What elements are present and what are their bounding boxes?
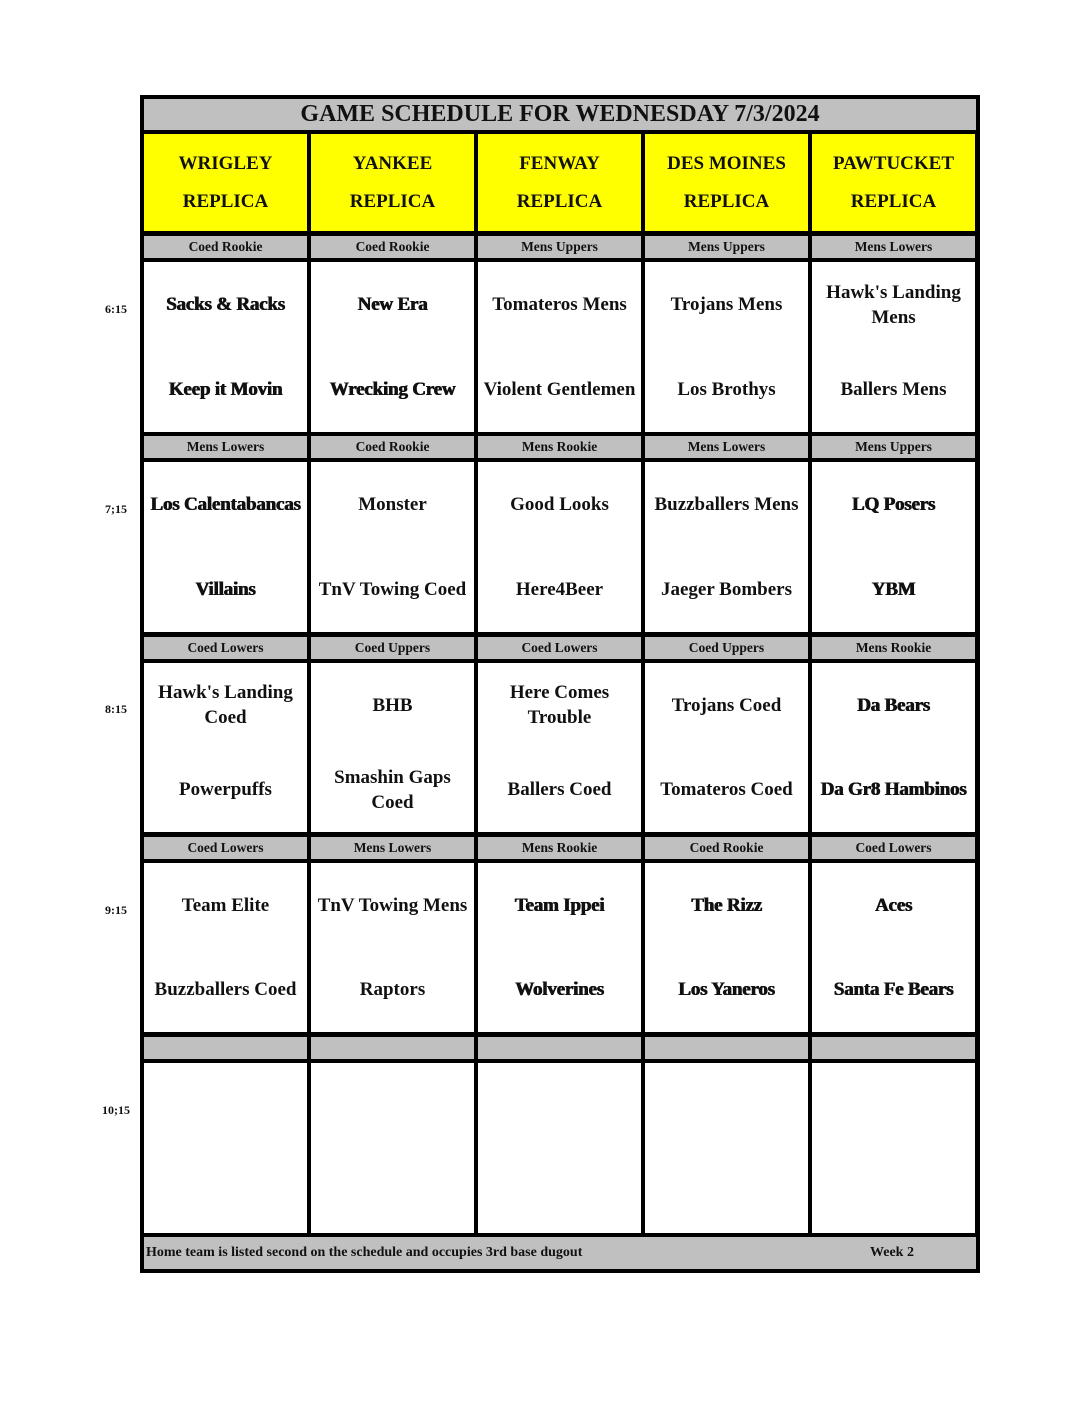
footer-bar [144,1237,976,1269]
home-team: Ballers Coed [507,779,612,801]
field-name: PAWTUCKET [832,152,955,174]
game-cell [144,863,307,1032]
division-label: Coed Lowers [144,837,307,859]
away-team: Da Bears [857,694,930,716]
time-label: 6:15 [105,302,127,316]
game-cell [645,262,808,432]
game-cell [478,1063,641,1233]
away-team [725,1063,729,1148]
game-cell [812,262,975,432]
away-team: TnV Towing Mens [317,894,468,916]
home-team: Los Brothys [677,379,776,400]
away-team: Here Comes Trouble [509,682,610,729]
field-sub: REPLICA [850,190,937,212]
division-label: Mens Lowers [311,837,474,859]
division-label: Coed Uppers [311,637,474,659]
home-team: Wrecking Crew [329,379,456,400]
away-team [224,1063,228,1148]
home-team: Da Gr8 Hambinos [820,779,967,801]
field-header [311,134,474,231]
division-label: Mens Uppers [645,236,808,258]
field-sub: REPLICA [182,190,269,212]
division-label: Mens Lowers [645,436,808,458]
game-cell [812,462,975,632]
home-team: TnV Towing Coed [318,579,467,600]
division-label: Mens Lowers [144,436,307,458]
division-label: Coed Lowers [812,837,975,859]
home-team: Raptors [359,979,426,1001]
field-header [812,134,975,231]
away-team: Trojans Mens [670,294,783,315]
home-team [892,1148,896,1233]
home-team: Buzzballers Coed [154,979,297,1001]
game-cell [144,1063,307,1233]
game-cell [645,863,808,1032]
home-team: Jaeger Bombers [660,579,793,600]
footer-note: Home team is listed second on the schedule and occupies 3rd base dugout [146,1245,583,1260]
away-team [391,1063,395,1148]
game-cell [645,462,808,632]
home-team: Violent Gentlemen [483,379,636,400]
game-cell [311,1063,474,1233]
division-label [478,1037,641,1059]
division-label [812,1037,975,1059]
field-sub: REPLICA [516,190,603,212]
division-label: Mens Rookie [478,436,641,458]
away-team: Tomateros Mens [492,294,627,315]
home-team [224,1148,228,1233]
away-team: Los Calentabancas [150,494,301,515]
division-label [144,1037,307,1059]
game-cell [311,663,474,832]
game-cell [144,262,307,432]
home-team: Ballers Mens [840,379,947,400]
home-team: Santa Fe Bears [833,979,954,1001]
division-label: Mens Uppers [812,436,975,458]
division-label: Coed Uppers [645,637,808,659]
time-label: 7;15 [105,502,127,516]
away-team: Hawk's Landing Mens [826,281,961,328]
away-team: Hawk's Landing Coed [158,682,293,729]
game-cell [311,262,474,432]
away-team: Monster [358,494,427,515]
home-team: Villains [195,579,256,600]
page-title: GAME SCHEDULE FOR WEDNESDAY 7/3/2024 [144,99,976,130]
time-label: 10;15 [102,1103,130,1117]
field-name: FENWAY [519,152,600,174]
game-cell [311,462,474,632]
division-label: Coed Rookie [144,236,307,258]
game-cell [144,462,307,632]
away-team: BHB [372,694,413,716]
home-team [725,1148,729,1233]
field-name: WRIGLEY [178,152,273,174]
division-label [645,1037,808,1059]
division-label: Coed Rookie [645,837,808,859]
division-label: Coed Lowers [478,637,641,659]
division-label: Mens Rookie [812,637,975,659]
field-header [478,134,641,231]
home-team: Powerpuffs [179,779,272,801]
field-name: DES MOINES [667,152,786,174]
home-team: Smashin Gaps Coed [334,766,451,813]
time-label: 9:15 [105,903,127,917]
game-cell [311,863,474,1032]
home-team: Tomateros Coed [660,779,793,801]
home-team: YBM [871,579,916,600]
time-label: 8:15 [105,702,127,716]
away-team: LQ Posers [851,494,936,515]
game-cell [478,863,641,1032]
away-team: Sacks & Racks [166,294,285,315]
away-team: New Era [357,294,428,315]
game-cell [812,1063,975,1233]
field-sub: REPLICA [349,190,436,212]
away-team: Good Looks [510,494,609,515]
home-team: Keep it Movin [168,379,283,400]
division-label: Coed Lowers [144,637,307,659]
field-sub: REPLICA [683,190,770,212]
home-team [391,1148,395,1233]
away-team: Buzzballers Mens [654,494,799,515]
away-team [558,1063,562,1148]
schedule-grid [140,95,980,1273]
game-cell [144,663,307,832]
away-team: The Rizz [691,894,762,916]
game-cell [645,663,808,832]
home-team: Here4Beer [515,579,604,600]
field-header [144,134,307,231]
home-team [558,1148,562,1233]
game-cell [478,663,641,832]
division-label: Coed Rookie [311,436,474,458]
game-cell [478,462,641,632]
game-cell [645,1063,808,1233]
away-team: Team Ippei [514,894,605,916]
away-team: Team Elite [181,894,270,916]
division-label: Mens Rookie [478,837,641,859]
division-label [311,1037,474,1059]
home-team: Wolverines [515,979,604,1001]
field-header [645,134,808,231]
home-team: Los Yaneros [678,979,775,1001]
week-label: Week 2 [870,1245,914,1260]
game-cell [812,663,975,832]
away-team: Trojans Coed [671,694,782,716]
division-label: Mens Uppers [478,236,641,258]
game-cell [478,262,641,432]
away-team [892,1063,896,1148]
division-label: Mens Lowers [812,236,975,258]
game-cell [812,863,975,1032]
division-label: Coed Rookie [311,236,474,258]
field-name: YANKEE [352,152,433,174]
away-team: Aces [874,894,913,916]
